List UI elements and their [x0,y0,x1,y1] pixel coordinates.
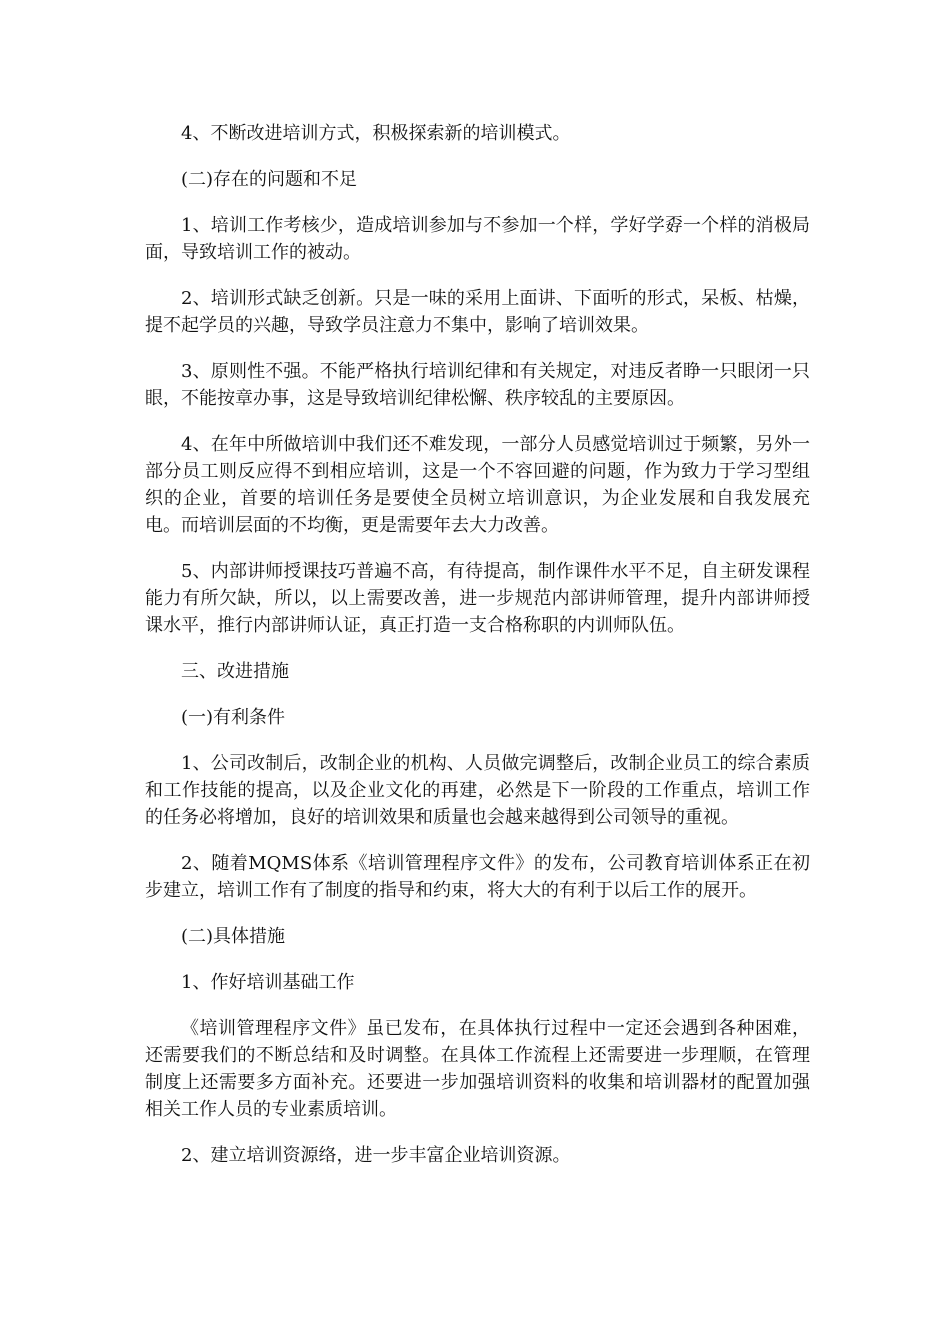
heading-problems-and-shortcomings: (二)存在的问题和不足 [181,169,358,190]
paragraph-problem-2: 2、培训形式缺乏创新。只是一味的采用上面讲、下面听的形式，呆板、枯燥，提不起学员的兴趣，导致学员注意力不集中，影响了培训效果。 [145,288,810,336]
paragraph-problem-1: 1、培训工作考核少，造成培训参加与不参加一个样，学好学孬一个样的消极局面，导致培训工作的被动。 [145,215,810,263]
heading-improvement-measures: 三、改进措施 [181,661,289,682]
paragraph-condition-2: 2、随着MQMS体系《培训管理程序文件》的发布，公司教育培训体系正在初步建立，培训工作有了制度的指导和约束，将大大的有利于以后工作的展开。 [145,853,810,901]
paragraph-problem-4: 4、在年中所做培训中我们还不难发现，一部分人员感觉培训过于频繁，另外一部分员工则反应得不到相应培训，这是一个不容回避的问题，作为致力于学习型组织的企业，首要的培训任务是要使全员树立培训意识，为企业发展和自我发展充电。而培训层面的不均衡，更是需要年去大力改善。 [145,434,810,536]
heading-measure-1: 1、作好培训基础工作 [181,972,355,993]
paragraph-problem-3: 3、原则性不强。不能严格执行培训纪律和有关规定，对违反者睁一只眼闭一只眼，不能按章办事，这是导致培训纪律松懈、秩序较乱的主要原因。 [145,361,810,409]
document-body [145,120,810,1188]
paragraph-improve-training-methods: 4、不断改进培训方式，积极探索新的培训模式。 [181,123,571,144]
heading-favorable-conditions: (一)有利条件 [181,707,286,728]
paragraph-measure-1-details: 《培训管理程序文件》虽已发布，在具体执行过程中一定还会遇到各种困难，还需要我们的不断总结和及时调整。在具体工作流程上还需要进一步理顺，在管理制度上还需要多方面补充。还要进一步加强培训资料的收集和培训器材的配置加强相关工作人员的专业素质培训。 [145,1018,810,1120]
paragraph-problem-5: 5、内部讲师授课技巧普遍不高，有待提高，制作课件水平不足，自主研发课程能力有所欠缺，所以，以上需要改善，进一步规范内部讲师管理，提升内部讲师授课水平，推行内部讲师认证，真正打造一支合格称职的内训师队伍。 [145,561,810,636]
paragraph-condition-1: 1、公司改制后，改制企业的机构、人员做完调整后，改制企业员工的综合素质和工作技能的提高，以及企业文化的再建，必然是下一阶段的工作重点，培训工作的任务必将增加，良好的培训效果和质量也会越来越得到公司领导的重视。 [145,753,810,828]
heading-measure-2: 2、建立培训资源络，进一步丰富企业培训资源。 [181,1145,571,1166]
heading-specific-measures: (二)具体措施 [181,926,286,947]
